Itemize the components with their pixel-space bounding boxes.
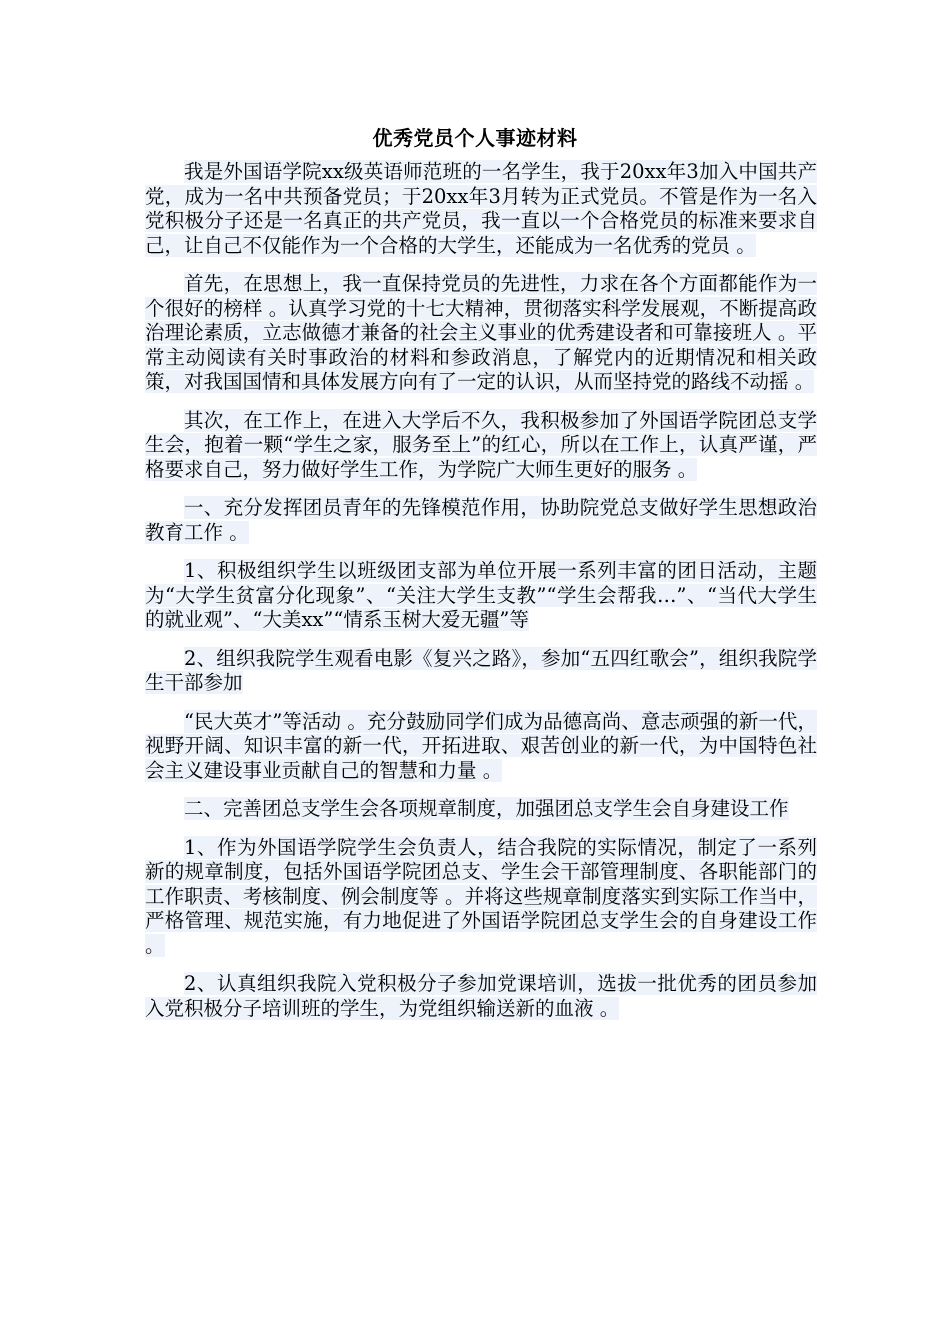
paragraph-text: 其次，在工作上，在进入大学后不久，我积极参加了外国语学院团总支学生会，抱着一颗“学生之家，服务至上”的红心，所以在工作上，认真严谨，严格要求自己，努力做好学生工作，为学院广大师生更好的服务 。 <box>145 408 817 481</box>
list-item <box>145 836 817 959</box>
paragraph-text: 我是外国语学院xx级英语师范班的一名学生，我于20xx年3加入中国共产党，成为一名中共预备党员；于20xx年3月转为正式党员。不管是作为一名入党积极分子还是一名真正的共产党员，我一直以一个合格党员的标准来要求自己，让自己不仅能作为一个合格的大学生，还能成为一名优秀的党员 。 <box>145 160 817 257</box>
paragraph-text: 首先，在思想上，我一直保持党员的先进性，力求在各个方面都能作为一个很好的榜样 。认真学习党的十七大精神，贯彻落实科学发展观，不断提高政治理论素质，立志做德才兼备的社会主义事业的优秀建设者和可靠接班人 。平常主动阅读有关时事政治的材料和参政消息，了解党内的近期情况和相关政策，对我国国情和具体发展方向有了一定的认识，从而坚持党的路线不动摇 。 <box>145 272 817 393</box>
paragraph-thought <box>145 272 817 395</box>
section-heading-1 <box>145 496 817 545</box>
section-heading-2 <box>145 797 817 822</box>
paragraph-text: 2、认真组织我院入党积极分子参加党课培训，选拔一批优秀的团员参加入党积极分子培训班的学生，为党组织输送新的血液 。 <box>145 972 817 1020</box>
paragraph-continued <box>145 710 817 784</box>
list-item <box>145 972 817 1021</box>
paragraph-intro <box>145 160 817 258</box>
document-title: 优秀党员个人事迹材料 <box>372 126 578 150</box>
paragraph-work <box>145 409 817 483</box>
paragraph-text: 2、组织我院学生观看电影《复兴之路》，参加“五四红歌会”，组织我院学生干部参加 <box>145 646 817 694</box>
list-item <box>145 647 817 696</box>
document-body <box>145 160 817 1035</box>
paragraph-text: 1、积极组织学生以班级团支部为单位开展一系列丰富的团日活动，主题为“大学生贫富分化现象”、“关注大学生支教”“学生会帮我…”、“当代大学生的就业观”、“大美xx”“情系玉树大爱无疆”等 <box>145 559 817 631</box>
list-item <box>145 559 817 633</box>
paragraph-text: 一、充分发挥团员青年的先锋模范作用，协助院党总支做好学生思想政治教育工作 。 <box>145 496 817 544</box>
paragraph-text: “民大英才”等活动 。充分鼓励同学们成为品德高尚、意志顽强的新一代，视野开阔、知识丰富的新一代，开拓进取、艰苦创业的新一代，为中国特色社会主义建设事业贡献自己的智慧和力量 。 <box>145 709 817 782</box>
paragraph-text: 二、完善团总支学生会各项规章制度，加强团总支学生会自身建设工作 <box>184 797 789 820</box>
paragraph-text: 1、作为外国语学院学生会负责人，结合我院的实际情况，制定了一系列新的规章制度，包括外国语学院团总支、学生会干部管理制度、各职能部门的工作职责、考核制度、例会制度等 。并将这些规章制度落实到实际工作当中，严格管理、规范实施，有力地促进了外国语学院团总支学生会的自身建设工作 。 <box>145 835 817 957</box>
